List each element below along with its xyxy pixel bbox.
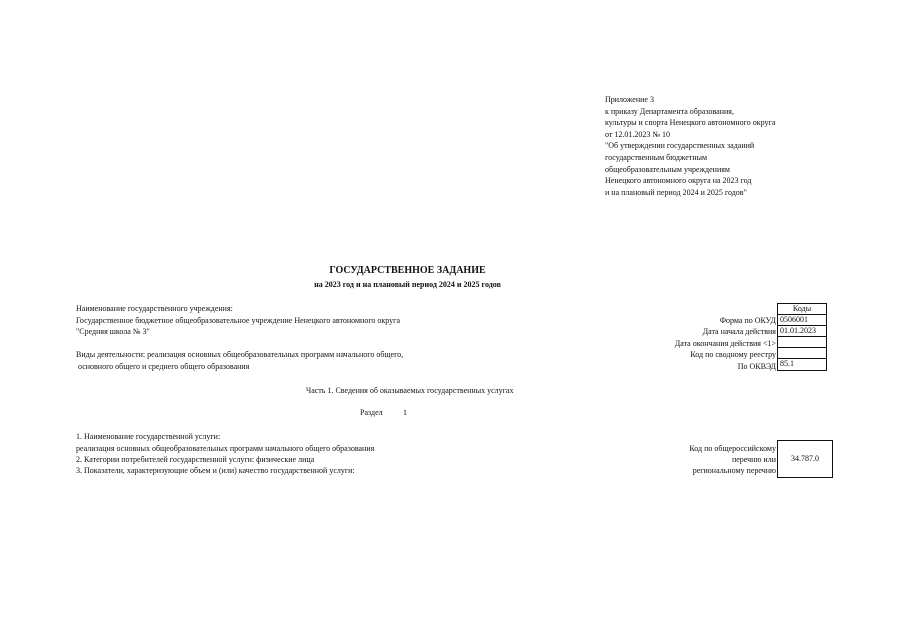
appendix-line: от 12.01.2023 № 10 [605,129,671,139]
codes-label-start-date: Дата начала действия [702,327,776,336]
appendix-line: к приказу Департамента образования, [605,106,734,116]
appendix-line: Приложение 3 [605,95,654,104]
indicators-heading: 3. Показатели, характеризующие объем и (или) качество государственной услуги: [76,466,355,475]
appendix-block [605,94,775,198]
appendix-line: "Об утверждении государственных заданий [605,141,755,151]
activities-line-2: основного общего и среднего общего образования [76,362,250,371]
codes-value-start-date: 01.01.2023 [777,325,827,337]
appendix-line: государственным бюджетным [605,152,708,162]
codes-label-end-date: Дата окончания действия <1> [674,339,776,348]
appendix-line: Ненецкого автономного округа на 2023 год [605,176,752,186]
registry-label-1: Код по общероссийскому [689,444,776,453]
section-label: Раздел [360,408,383,417]
appendix-line: культуры и спорта Ненецкого автономного округа [605,118,776,128]
codes-value-okud: 0506001 [777,314,827,326]
service-name: реализация основных общеобразовательных программ начального общего образования [76,444,375,453]
registry-label-3: региональному перечню [692,466,776,475]
part1-heading: Часть 1. Сведения об оказываемых государственных услугах [306,386,514,395]
codes-label-registry: Код по сводному реестру [690,350,776,359]
institution-short-name: "Средняя школа № 3" [76,327,150,336]
appendix-line: общеобразовательным учреждениям [605,164,730,174]
service-name-label: 1. Наименование государственной услуги: [76,432,221,441]
appendix-line: и на плановый период 2024 и 2025 годов" [605,187,747,197]
registry-label-2: перечню или [731,455,776,464]
codes-header: Коды [777,303,827,315]
institution-label: Наименование государственного учреждения: [76,304,233,313]
section-number: 1 [403,408,407,417]
activities-line-1: Виды деятельности: реализация основных общеобразовательных программ начального общего, [76,350,404,359]
codes-label-okved: По ОКВЭД [737,362,776,371]
institution-name: Государственное бюджетное общеобразовательное учреждение Ненецкого автономного округа [76,316,401,325]
document-subtitle: на 2023 год и на плановый период 2024 и 2025 годов [314,280,501,289]
codes-label-okud: Форма по ОКУД [719,316,776,325]
document-title: ГОСУДАРСТВЕННОЕ ЗАДАНИЕ [329,265,486,276]
consumer-category: 2. Категории потребителей государственной услуги: физические лица [76,455,315,464]
codes-value-okved: 85.1 [777,358,827,371]
registry-code-box: 34.787.0 [777,440,833,478]
